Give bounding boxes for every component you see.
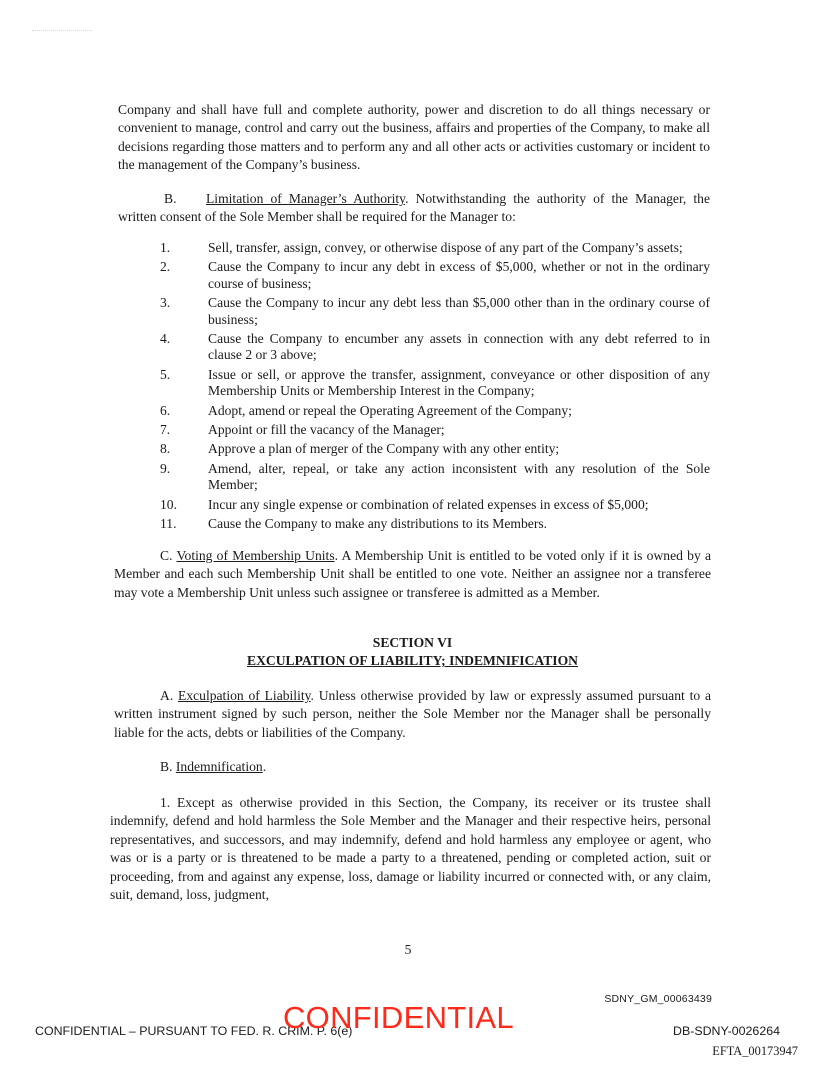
- limitation-text: . Notwithstanding the authority of the Manager, the written consent of the Sole Member shall be required for the Manager to:: [118, 191, 711, 225]
- list-item-number: 11.: [160, 516, 177, 532]
- list-item: [160, 240, 710, 256]
- paragraph-label: B.: [164, 191, 177, 206]
- indemnification-text: Except as otherwise provided in this Section, the Company, its receiver or its trustee shall indemnify, defend and hold harmless the Sole Member and the Manager and their respective heirs, personal representatives, and successors, and may indemnify, defend and hold harmless any employee or agent, who was or is a party or is threatened to be made a party to a threatened, pending or completed action, suit or proceeding, from and against any expense, loss, damage or liability incurred or connected with, or any claim, suit, demand, loss, judgment,: [110, 795, 711, 903]
- confidential-stamp: CONFIDENTIAL: [283, 1000, 514, 1035]
- voting-text: . A Membership Unit is entitled to be voted only if it is owned by a Member and each such Membership Unit shall be entitled to one vote. Neither an assignee nor a transferee may vote a Membership Unit unless such assignee or transferee is admitted as a Member.: [114, 548, 711, 600]
- list-item-text: Sell, transfer, assign, convey, or otherwise dispose of any part of the Company’s assets;: [208, 240, 683, 255]
- paragraph-indemnification-heading: [160, 758, 266, 776]
- list-item-number: 10.: [160, 496, 177, 512]
- list-item: [160, 367, 710, 400]
- list-item-text: Approve a plan of merger of the Company with any other entity;: [208, 441, 560, 457]
- list-item: [160, 403, 710, 419]
- list-item-text: Cause the Company to make any distributions to its Members.: [208, 516, 548, 532]
- list-item-number: 7.: [160, 422, 171, 438]
- section-title: SECTION VI: [372, 635, 453, 650]
- exculpation-heading: Exculpation of Liability: [178, 688, 311, 703]
- list-item-number: 1.: [160, 240, 171, 255]
- list-item: [160, 461, 710, 494]
- paragraph-label: A.: [160, 688, 174, 703]
- list-item-text: Incur any single expense or combination of related expenses in excess of $5,000;: [208, 496, 649, 512]
- list-item-number: 6.: [160, 402, 171, 418]
- list-item-text: Issue or sell, or approve the transfer, assignment, conveyance or other disposition of any Membership Units or Membership Interest in the Company;: [208, 366, 710, 399]
- list-item: [160, 259, 710, 292]
- paragraph-label: 1.: [160, 795, 171, 810]
- scan-artifact: [32, 30, 92, 33]
- paragraph-indemnification: [110, 794, 711, 904]
- consent-list: [160, 240, 710, 536]
- page-number: 5: [404, 942, 412, 957]
- heading-period: .: [262, 759, 267, 774]
- document-id: DB-SDNY-0026264: [673, 1024, 780, 1038]
- list-item-text: Amend, alter, repeal, or take any action inconsistent with any resolution of the Sole Member;: [208, 460, 710, 493]
- list-item-text: Appoint or fill the vacancy of the Manager;: [208, 422, 445, 438]
- list-item-number: 8.: [160, 441, 171, 457]
- list-item: [160, 422, 710, 438]
- confidential-notice: CONFIDENTIAL – PURSUANT TO FED. R. CRIM. P. 6(e): [35, 1024, 353, 1038]
- limitation-heading: Limitation of Manager’s Authority: [206, 191, 406, 206]
- section-subtitle: EXCULPATION OF LIABILITY; INDEMNIFICATION: [247, 653, 578, 668]
- bates-number: SDNY_GM_00063439: [604, 993, 712, 1005]
- list-item-number: 9.: [160, 460, 171, 476]
- list-item: [160, 497, 710, 513]
- list-item-text: Cause the Company to encumber any assets in connection with any debt referred to in clause 2 or 3 above;: [208, 331, 710, 363]
- list-item: [160, 295, 710, 328]
- paragraph-manager-authority: Company and shall have full and complete authority, power and discretion to do all things necessary or convenient to manage, control and carry out the business, affairs and properties of the Company, to make all decisions regarding those matters and to perform any and all other acts or activities customary or incident to the management of the Company’s business.: [118, 102, 710, 173]
- paragraph-limitation: [118, 190, 710, 227]
- list-item: [160, 331, 710, 364]
- list-item-text: Cause the Company to incur any debt in excess of $5,000, whether or not in the ordinary course of business;: [208, 259, 710, 291]
- voting-heading: Voting of Membership Units: [176, 548, 335, 563]
- list-item-number: 2.: [160, 259, 171, 275]
- efta-number: EFTA_00173947: [712, 1044, 798, 1058]
- list-item-number: 4.: [160, 331, 171, 347]
- exculpation-text: . Unless otherwise provided by law or expressly assumed pursuant to a written instrument signed by such person, neither the Sole Member nor the Manager shall be personally liable for the acts, debts or liabilities of the Company.: [114, 688, 711, 740]
- list-item: [160, 516, 710, 532]
- list-item-text: Adopt, amend or repeal the Operating Agreement of the Company;: [208, 402, 572, 418]
- paragraph-label: C.: [160, 548, 173, 563]
- paragraph-exculpation: [114, 687, 711, 742]
- list-item: [160, 441, 710, 457]
- paragraph-voting: [114, 547, 711, 602]
- list-item-number: 5.: [160, 366, 171, 382]
- list-item-number: 3.: [160, 295, 171, 311]
- list-item-text: Cause the Company to incur any debt less than $5,000 other than in the ordinary course of business;: [208, 295, 710, 327]
- indemnification-heading: Indemnification: [175, 759, 263, 774]
- paragraph-label: B.: [160, 759, 173, 774]
